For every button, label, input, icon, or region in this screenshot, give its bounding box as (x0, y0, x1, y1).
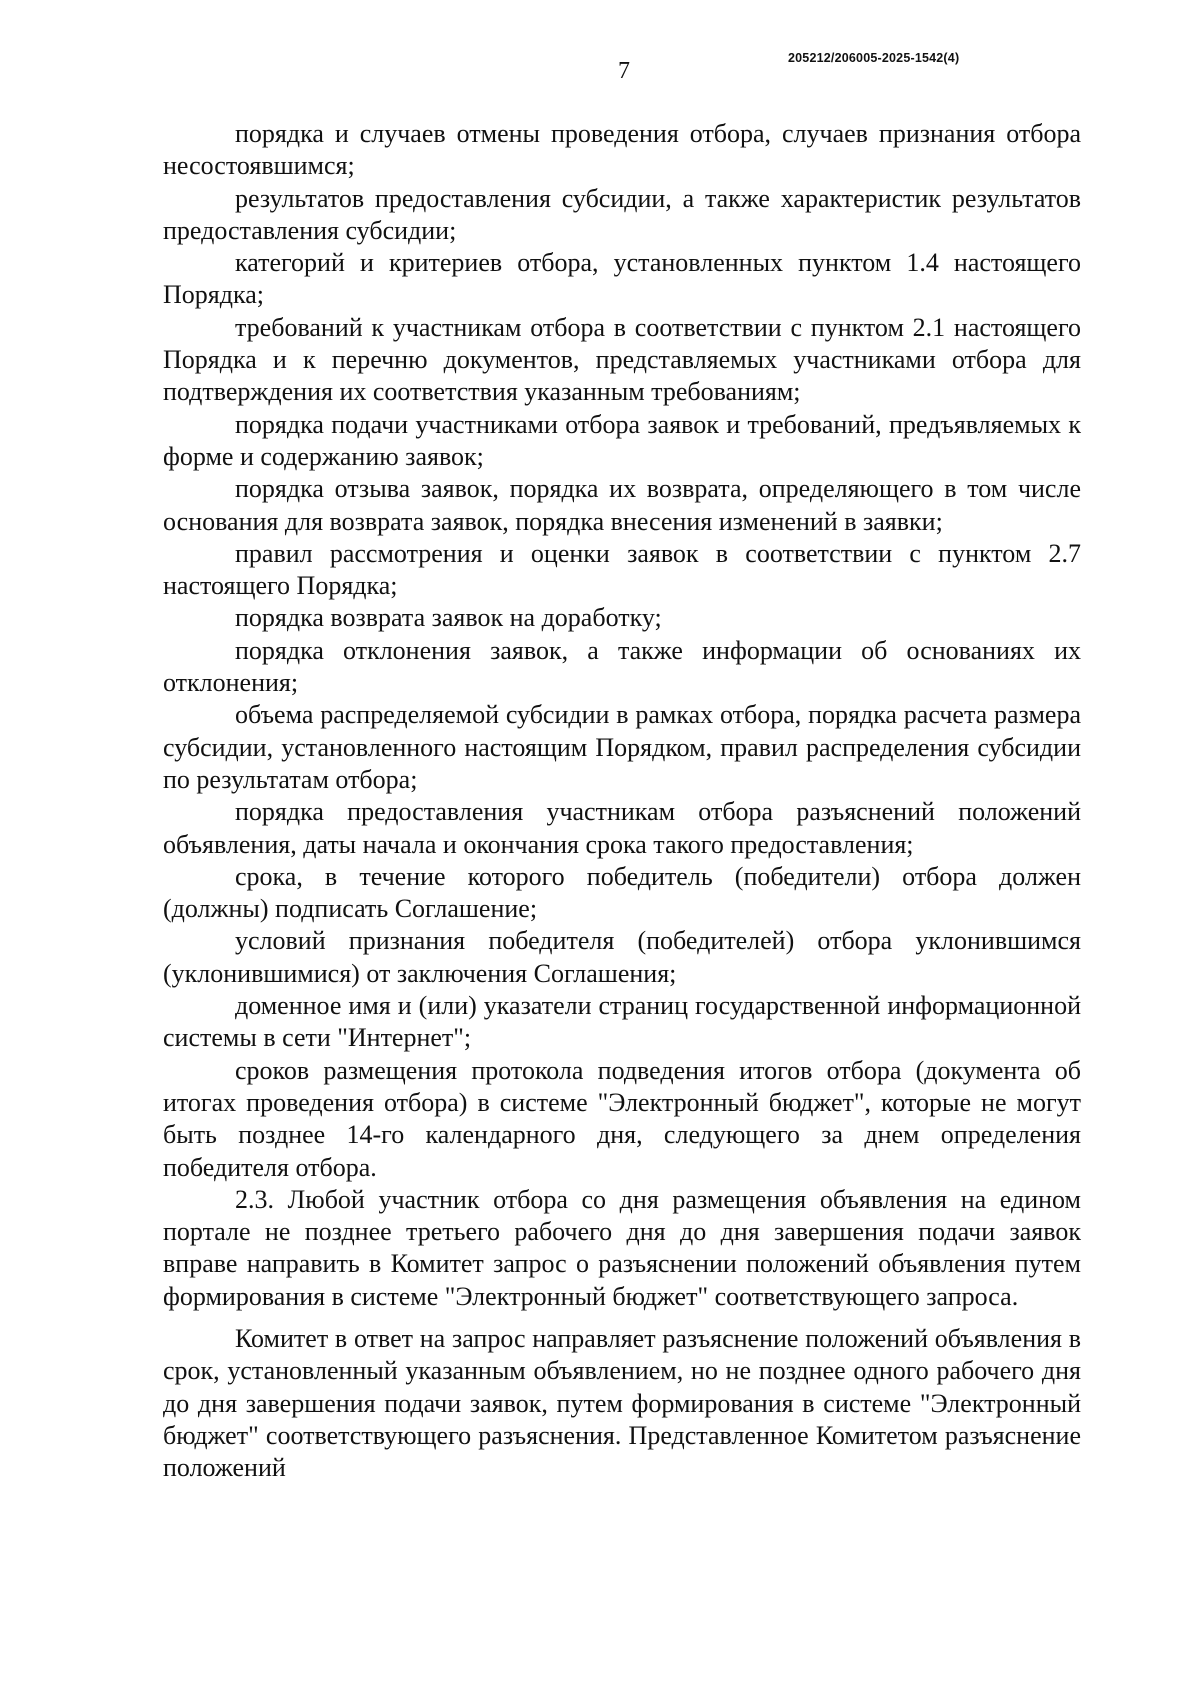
document-id: 205212/206005-2025-1542(4) (788, 51, 960, 65)
paragraph: правил рассмотрения и оценки заявок в соответствии с пунктом 2.7 настоящего Порядка; (163, 538, 1081, 601)
paragraph: порядка подачи участниками отбора заявок и требований, предъявляемых к форме и содержанию заявок; (163, 409, 1081, 471)
document-body (163, 118, 1081, 1484)
page-number: 7 (618, 58, 630, 84)
paragraph: категорий и критериев отбора, установленных пунктом 1.4 настоящего Порядка; (163, 248, 1081, 310)
paragraph: объема распределяемой субсидии в рамках отбора, порядка расчета размера субсидии, установленного настоящим Порядком, правил распределения субсидии по результатам отбора; (163, 700, 1081, 794)
paragraph: порядка предоставления участникам отбора разъяснений положений объявления, даты начала и окончания срока такого предоставления; (163, 797, 1081, 859)
paragraph: сроков размещения протокола подведения итогов отбора (документа об итогах проведения отбора) в системе "Электронный бюджет", которые не могут быть позднее 14-го календарного дня, следующего за днем определения победителя отбора. (163, 1055, 1081, 1182)
paragraph: порядка отзыва заявок, порядка их возврата, определяющего в том числе основания для возврата заявок, порядка внесения изменений в заявки; (163, 474, 1081, 536)
paragraph: условий признания победителя (победителей) отбора уклонившимся (уклонившимися) от заключения Соглашения; (163, 926, 1081, 988)
paragraph: порядка возврата заявок на доработку; (235, 603, 662, 633)
section-2-3-paragraph: 2.3. Любой участник отбора со дня размещения объявления на едином портале не позднее третьего рабочего дня до дня завершения подачи заявок вправе направить в Комитет запрос о разъяснении положений объявления путем формирования в системе "Электронный бюджет" соответствующего запроса. (163, 1184, 1081, 1311)
committee-response-paragraph: Комитет в ответ на запрос направляет разъяснение положений объявления в срок, установленный указанным объявлением, но не позднее одного рабочего дня до дня завершения подачи заявок, путем формирования в системе "Электронный бюджет" соответствующего разъяснения. Представленное Комитетом разъяснение положений (163, 1323, 1081, 1483)
paragraph: требований к участникам отбора в соответствии с пунктом 2.1 настоящего Порядка и к перечню документов, представляемых участниками отбора для подтверждения их соответствия указанным требованиям; (163, 312, 1081, 407)
paragraph: порядка отклонения заявок, а также информации об основаниях их отклонения; (163, 635, 1081, 698)
paragraph: срока, в течение которого победитель (победители) отбора должен (должны) подписать Соглашение; (163, 861, 1081, 924)
paragraph: доменное имя и (или) указатели страниц государственной информационной системы в сети "Интернет"; (163, 991, 1081, 1053)
paragraph: результатов предоставления субсидии, а также характеристик результатов предоставления субсидии; (163, 183, 1081, 245)
paragraph: порядка и случаев отмены проведения отбора, случаев признания отбора несостоявшимся; (163, 119, 1081, 181)
